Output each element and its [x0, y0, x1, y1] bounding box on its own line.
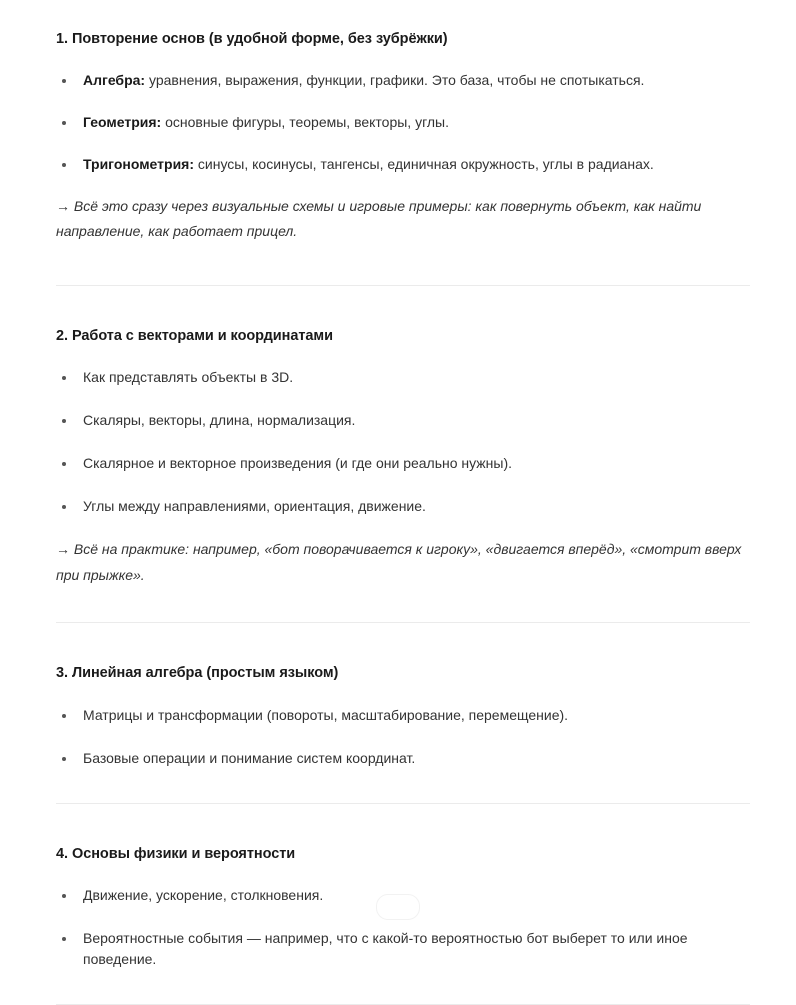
section-1-note: → Всё это сразу через визуальные схемы и игровые примеры: как повернуть объект, как найти направление, как работает прицел. — [56, 197, 702, 240]
list-item — [56, 705, 750, 726]
document-content — [56, 0, 750, 1005]
list-item-text — [83, 72, 644, 88]
list-item — [56, 748, 750, 769]
section-3-bullet-list — [56, 705, 750, 769]
bullet-dot-icon — [62, 714, 66, 718]
section-2-bullet-list — [56, 367, 750, 517]
list-item — [56, 928, 750, 970]
section-1-title: 1. Повторение основ (в удобной форме, без зубрёжки) — [56, 31, 448, 47]
list-item — [56, 367, 750, 388]
list-item-text: Базовые операции и понимание систем координат. — [83, 749, 416, 766]
list-item-text: Скаляры, векторы, длина, нормализация. — [83, 412, 356, 429]
list-item — [56, 496, 750, 517]
section-2-note: → Всё на практике: например, «бот поворачивается к игроку», «двигается вперёд», «смотрит вверх при прыжке». — [56, 541, 742, 583]
list-item — [56, 453, 750, 474]
list-item-lead: Алгебра: — [83, 71, 146, 88]
list-item — [56, 410, 750, 431]
bullet-dot-icon — [62, 121, 66, 125]
bullet-dot-icon — [62, 462, 66, 466]
bullet-dot-icon — [62, 419, 66, 423]
bullet-dot-icon — [62, 505, 66, 509]
bullet-dot-icon — [62, 79, 66, 83]
list-item-text — [83, 156, 654, 172]
list-item-text: Движение, ускорение, столкновения. — [83, 887, 324, 904]
section-4 — [56, 804, 750, 971]
list-item-rest: основные фигуры, теоремы, векторы, углы. — [161, 113, 450, 130]
list-item-lead: Геометрия: — [83, 113, 162, 130]
list-item-text: Матрицы и трансформации (повороты, масштабирование, перемещение). — [83, 706, 569, 723]
section-3 — [56, 623, 750, 769]
section-1-bullet-list — [56, 70, 750, 175]
list-item — [56, 154, 750, 175]
section-3-title: 3. Линейная алгебра (простым языком) — [56, 665, 339, 681]
list-item-text: Углы между направлениями, ориентация, движение. — [83, 498, 426, 515]
bullet-dot-icon — [62, 937, 66, 941]
list-item-rest: уравнения, выражения, функции, графики. Это база, чтобы не спотыкаться. — [145, 71, 645, 88]
list-item-text: Скалярное и векторное произведения (и где они реально нужны). — [83, 455, 513, 472]
section-1 — [56, 0, 750, 245]
list-item-text: Вероятностные события — например, что с какой-то вероятностью бот выберет то или иное поведение. — [83, 930, 688, 968]
bottom-floating-pill[interactable] — [376, 894, 420, 920]
section-2-title: 2. Работа с векторами и координатами — [56, 327, 333, 344]
section-4-title: 4. Основы физики и вероятности — [56, 845, 296, 862]
bullet-dot-icon — [62, 376, 66, 380]
list-item-rest: синусы, косинусы, тангенсы, единичная окружность, углы в радианах. — [194, 155, 654, 172]
bullet-dot-icon — [62, 894, 66, 898]
list-item — [56, 70, 750, 91]
bullet-dot-icon — [62, 757, 66, 761]
list-item-text — [83, 114, 449, 130]
list-item — [56, 112, 750, 133]
section-2 — [56, 286, 750, 589]
list-item-lead: Тригонометрия: — [83, 155, 195, 172]
list-item-text: Как представлять объекты в 3D. — [83, 369, 294, 386]
bullet-dot-icon — [62, 163, 66, 167]
